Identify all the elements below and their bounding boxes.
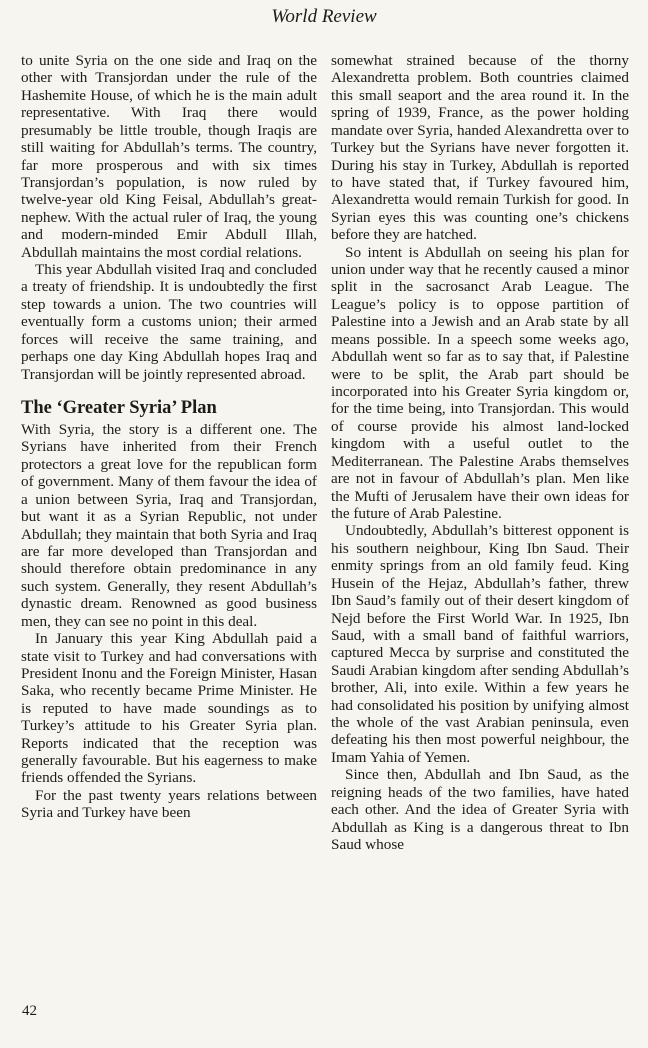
body-paragraph: With Syria, the story is a different one. The Syrians have inherited from their French protectors a great love for the republican form of government. Many of them favour the idea of a union between Syria, Iraq and Transjordan, but want it as a Syrian Republic, not under Abdullah; they maintain that both Syria and Iraq are far more developed than Transjordan and should therefore obtain predominance in any such system. Generally, they resent Abdullah’s dynastic dream. Renowned as good business men, they can see no point in this deal. xyxy=(21,421,317,630)
body-paragraph: Undoubtedly, Abdullah’s bitterest opponent is his southern neighbour, King Ibn Saud. Their enmity springs from an old family feud. King Husein of the Hejaz, Abdullah’s father, threw Ibn Saud’s family out of their desert kingdom of Nejd before the First World War. In 1925, Ibn Saud, with a small band of faithful warriors, captured Mecca by surprise and constituted the Saudi Arabian kingdom after sending Abdullah’s brother, Ali, into exile. Within a few years he had consolidated his position by unifying almost the whole of the vast Arabian peninsula, even defeating his then most powerful neighbour, the Imam Yahia of Yemen. xyxy=(331,522,629,766)
section-heading: The ‘Greater Syria’ Plan xyxy=(21,398,217,419)
body-paragraph: somewhat strained because of the thorny Alexandretta problem. Both countries claimed this small seaport and the area round it. In the spring of 1939, France, as the power holding mandate over Syria, handed Alexandretta over to Turkey but the Syrians have never forgotten it. During his stay in Turkey, Abdullah is reported to have stated that, if Turkey favoured him, Alexandretta would remain Turkish for good. In Syrian eyes this was counting one’s chickens before they are hatched. xyxy=(331,52,629,244)
body-paragraph: Since then, Abdullah and Ibn Saud, as the reigning heads of the two families, have hated each other. And the idea of Greater Syria with Abdullah as King is a dangerous threat to Ibn Saud whose xyxy=(331,766,629,853)
right-column xyxy=(331,52,629,853)
body-paragraph: This year Abdullah visited Iraq and concluded a treaty of friendship. It is undoubtedly the first step towards a union. The two countries will eventually form a customs union; their armed forces will receive the same training, and perhaps one day King Abdullah hopes Iraq and Transjordan will be jointly represented abroad. xyxy=(21,261,317,383)
body-paragraph: to unite Syria on the one side and Iraq on the other with Transjordan under the rule of the Hashemite House, of which he is the main adult representative. With Iraq there would presumably be little trouble, though Iraqis are still waiting for Abdullah’s terms. The country, far more prosperous and with six times Transjordan’s population, is now ruled by twelve-year old King Feisal, Abdullah’s great-nephew. With the actual ruler of Iraq, the young and modern-minded Emir Abdull Illah, Abdullah maintains the most cordial relations. xyxy=(21,52,317,261)
running-title: World Review xyxy=(271,6,377,27)
body-paragraph: In January this year King Abdullah paid a state visit to Turkey and had conversations with President Inonu and the Foreign Minister, Hasan Saka, who recently became Prime Minister. He is reputed to have made soundings as to Turkey’s attitude to his Greater Syria plan. Reports indicated that the reception was generally favourable. But his eagerness to make friends offended the Syrians. xyxy=(21,630,317,787)
body-paragraph: For the past twenty years relations between Syria and Turkey have been xyxy=(21,786,317,822)
body-paragraph: So intent is Abdullah on seeing his plan for union under way that he recently caused a minor split in the sacrosanct Arab League. The League’s policy is to oppose partition of Palestine into a Jewish and an Arab state by all means possible. In a speech some weeks ago, Abdullah went so far as to say that, if Palestine were to be split, the Arab part should be incorporated into his Greater Syria kingdom or, for the time being, into Transjordan. This would of course provide his almost land-locked kingdom with a useful outlet to the Mediterranean. The Palestine Arabs themselves are not in favour of Abdullah’s plan. Men like the Mufti of Jerusalem have their own ideas for the future of Arab Palestine. xyxy=(331,243,629,522)
left-column xyxy=(21,52,317,822)
page-number: 42 xyxy=(22,1003,37,1019)
